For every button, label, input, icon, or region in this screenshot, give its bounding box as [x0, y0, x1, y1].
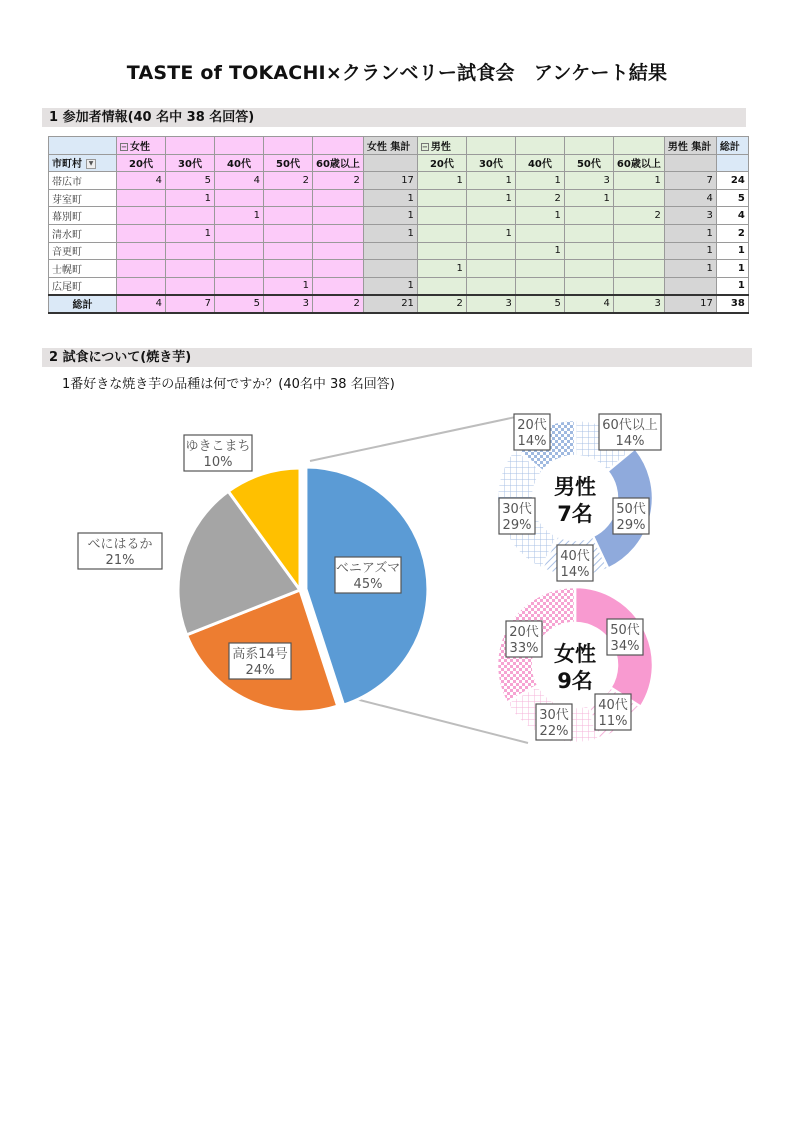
- female-total-cell: 1: [363, 189, 417, 207]
- donut-label: [557, 545, 593, 581]
- male-total-cell: 1: [664, 242, 716, 260]
- female-total-cell: 17: [363, 172, 417, 190]
- data-label: 高系14号: [232, 647, 288, 662]
- male-count-cell: [564, 207, 613, 225]
- female-count-cell: [117, 277, 166, 295]
- grand-total-cell: 5: [716, 189, 748, 207]
- male-count-cell: [417, 277, 466, 295]
- male-total-cell: [664, 277, 716, 295]
- donut-label: [613, 498, 649, 534]
- data-label: 45%: [353, 577, 383, 592]
- male-count-cell: [613, 189, 664, 207]
- female-total-cell: 1: [363, 277, 417, 295]
- table-row: [49, 189, 749, 207]
- female-count-cell: [117, 207, 166, 225]
- male-count-cell: [613, 277, 664, 295]
- filter-dropdown-icon[interactable]: ▼: [86, 159, 96, 169]
- female-count-cell: 1: [215, 207, 264, 225]
- female-count-cell: [313, 277, 364, 295]
- donut-label: [514, 414, 550, 450]
- collapse-icon[interactable]: −: [121, 142, 127, 151]
- female-count-cell: [166, 207, 215, 225]
- female-count-cell: [117, 242, 166, 260]
- grand-total-cell: 2: [716, 224, 748, 242]
- data-label: 14%: [560, 565, 590, 580]
- data-label: 24%: [245, 663, 275, 678]
- table-row: [49, 277, 749, 295]
- data-label: べにはるか: [87, 537, 153, 552]
- female-count-cell: [215, 260, 264, 278]
- female-count-cell: [166, 277, 215, 295]
- table-row: [49, 242, 749, 260]
- female-count-cell: [215, 224, 264, 242]
- donut-label: [536, 704, 572, 740]
- data-label: 21%: [105, 553, 135, 568]
- pie-label: [229, 643, 291, 679]
- connector-line-top: [310, 415, 525, 461]
- female-count-cell: [215, 277, 264, 295]
- male-count-cell: 1: [466, 189, 515, 207]
- table-row: [49, 260, 749, 278]
- male-count-cell: [466, 242, 515, 260]
- data-label: 40代: [598, 698, 628, 713]
- town-name: 幕別町: [49, 207, 117, 225]
- grand-total-cell: 24: [716, 172, 748, 190]
- female-total-cell: [363, 260, 417, 278]
- donut-center-label: 男性: [554, 475, 596, 499]
- male-count-cell: [613, 224, 664, 242]
- male-total-cell: 4: [664, 189, 716, 207]
- female-count-cell: [264, 189, 313, 207]
- female-count-cell: 3: [264, 295, 313, 313]
- data-label: 10%: [203, 455, 233, 470]
- data-label: 50代: [616, 502, 646, 517]
- male-count-cell: [564, 277, 613, 295]
- data-label: 30代: [539, 708, 569, 723]
- female-total-cell: 1: [363, 224, 417, 242]
- female-count-cell: [166, 260, 215, 278]
- male-group-header[interactable]: − 男性: [417, 137, 466, 155]
- male-count-cell: [417, 224, 466, 242]
- male-count-cell: 1: [417, 260, 466, 278]
- data-label: 60代以上: [602, 418, 658, 433]
- male-count-cell: 5: [515, 295, 564, 313]
- female-age-header: 20代: [117, 154, 166, 172]
- connector-line-bottom: [340, 695, 528, 743]
- male-age-header: 30代: [466, 154, 515, 172]
- donut-label: [499, 498, 535, 534]
- female-total-header: 女性 集計: [363, 137, 417, 155]
- male-age-header: 40代: [515, 154, 564, 172]
- sweet-potato-preference-charts: [0, 395, 794, 765]
- male-count-cell: [515, 224, 564, 242]
- female-count-cell: 2: [264, 172, 313, 190]
- data-label: 30代: [502, 502, 532, 517]
- female-age-header: 30代: [166, 154, 215, 172]
- female-count-cell: 1: [264, 277, 313, 295]
- female-count-cell: [264, 207, 313, 225]
- pie-label: [184, 435, 252, 471]
- male-total-cell: 1: [664, 260, 716, 278]
- male-count-cell: [564, 260, 613, 278]
- female-count-cell: [264, 242, 313, 260]
- male-age-header: 20代: [417, 154, 466, 172]
- data-label: 14%: [615, 434, 645, 449]
- survey-question: 1番好きな焼き芋の品種は何ですか？(40名中 38 名回答): [62, 377, 395, 392]
- table-total-row: [49, 295, 749, 313]
- male-count-cell: [564, 242, 613, 260]
- male-count-cell: 3: [613, 295, 664, 313]
- data-label: 50代: [610, 623, 640, 638]
- female-count-cell: 2: [313, 172, 364, 190]
- male-count-cell: 1: [466, 224, 515, 242]
- female-count-cell: [313, 224, 364, 242]
- female-total-cell: [363, 242, 417, 260]
- male-count-cell: 1: [466, 172, 515, 190]
- male-count-cell: [466, 207, 515, 225]
- female-count-cell: 2: [313, 295, 364, 313]
- table-row: [49, 224, 749, 242]
- male-count-cell: [417, 189, 466, 207]
- male-count-cell: [564, 224, 613, 242]
- female-count-cell: [313, 189, 364, 207]
- data-label: 29%: [502, 518, 532, 533]
- female-count-cell: 4: [117, 295, 166, 313]
- male-count-cell: 1: [515, 172, 564, 190]
- female-count-cell: [313, 242, 364, 260]
- male-count-cell: [466, 277, 515, 295]
- town-name: 音更町: [49, 242, 117, 260]
- pie-label: [78, 533, 162, 569]
- grand-total-cell: 4: [716, 207, 748, 225]
- donut-label: [506, 621, 542, 657]
- table-row: [49, 207, 749, 225]
- collapse-icon[interactable]: −: [421, 142, 428, 151]
- female-count-cell: 1: [166, 189, 215, 207]
- male-count-cell: 1: [613, 172, 664, 190]
- data-label: 22%: [539, 724, 569, 739]
- male-count-cell: 1: [564, 189, 613, 207]
- male-count-cell: [417, 242, 466, 260]
- female-total-cell: 1: [363, 207, 417, 225]
- donut-label: [595, 694, 631, 730]
- female-count-cell: [117, 260, 166, 278]
- male-total-cell: 3: [664, 207, 716, 225]
- male-count-cell: [613, 260, 664, 278]
- female-count-cell: 4: [215, 172, 264, 190]
- grand-total-cell: 1: [716, 242, 748, 260]
- female-age-header: 60歳以上: [313, 154, 364, 172]
- female-count-cell: [313, 260, 364, 278]
- data-label: 40代: [560, 549, 590, 564]
- female-count-cell: [117, 189, 166, 207]
- male-count-cell: 3: [564, 172, 613, 190]
- male-count-cell: 2: [515, 189, 564, 207]
- section-1-heading: 1 参加者情報(40 名中 38 名回答): [42, 108, 746, 127]
- document-title: TASTE of TOKACHI×クランベリー試食会 アンケート結果: [126, 62, 668, 84]
- pie-label: [335, 557, 401, 593]
- data-label: 34%: [610, 639, 640, 654]
- data-label: ベニアズマ: [335, 561, 401, 576]
- town-name: 芽室町: [49, 189, 117, 207]
- total-row-label: 総計: [49, 295, 117, 313]
- grand-total-header: 総計: [716, 137, 748, 155]
- female-total-cell: 21: [363, 295, 417, 313]
- male-count-cell: 3: [466, 295, 515, 313]
- female-count-cell: [264, 224, 313, 242]
- female-count-cell: 1: [166, 224, 215, 242]
- male-count-cell: 2: [613, 207, 664, 225]
- female-count-cell: 4: [117, 172, 166, 190]
- female-count-cell: 5: [166, 172, 215, 190]
- female-count-cell: 7: [166, 295, 215, 313]
- donut-center-label: 9名: [557, 669, 593, 693]
- female-group-header[interactable]: − 女性: [117, 137, 166, 155]
- female-count-cell: [264, 260, 313, 278]
- male-age-header: 50代: [564, 154, 613, 172]
- male-total-cell: 1: [664, 224, 716, 242]
- female-count-cell: [215, 189, 264, 207]
- female-count-cell: [215, 242, 264, 260]
- section-2-heading: 2 試食について(焼き芋): [42, 348, 752, 367]
- data-label: 33%: [509, 641, 539, 656]
- data-label: 11%: [598, 714, 628, 729]
- male-count-cell: 4: [564, 295, 613, 313]
- town-name: 広尾町: [49, 277, 117, 295]
- data-label: 14%: [517, 434, 547, 449]
- male-count-cell: [417, 207, 466, 225]
- female-count-cell: [166, 242, 215, 260]
- data-label: 20代: [517, 418, 547, 433]
- male-total-header: 男性 集計: [664, 137, 716, 155]
- male-total-cell: 7: [664, 172, 716, 190]
- male-count-cell: 2: [417, 295, 466, 313]
- female-count-cell: 5: [215, 295, 264, 313]
- female-count-cell: [313, 207, 364, 225]
- town-column-header[interactable]: 市町村 ▼: [49, 154, 117, 172]
- donut-label: [599, 414, 661, 450]
- data-label: 29%: [616, 518, 646, 533]
- male-count-cell: 1: [515, 242, 564, 260]
- male-count-cell: [515, 260, 564, 278]
- table-age-header-row: [49, 154, 749, 172]
- female-count-cell: [117, 224, 166, 242]
- participant-pivot-table: [48, 136, 749, 314]
- female-age-header: 40代: [215, 154, 264, 172]
- donut-center-label: 女性: [554, 642, 596, 666]
- town-name: 清水町: [49, 224, 117, 242]
- male-count-cell: 1: [515, 207, 564, 225]
- male-count-cell: [466, 260, 515, 278]
- male-count-cell: [613, 242, 664, 260]
- data-label: ゆきこまち: [185, 439, 251, 454]
- table-corner-cell: [49, 137, 117, 155]
- town-name: 士幌町: [49, 260, 117, 278]
- grand-total-cell: 1: [716, 260, 748, 278]
- town-name: 帯広市: [49, 172, 117, 190]
- male-count-cell: 1: [417, 172, 466, 190]
- table-group-header-row: [49, 137, 749, 155]
- donut-label: [607, 619, 643, 655]
- male-count-cell: [515, 277, 564, 295]
- female-age-header: 50代: [264, 154, 313, 172]
- data-label: 20代: [509, 625, 539, 640]
- male-age-header: 60歳以上: [613, 154, 664, 172]
- table-row: [49, 172, 749, 190]
- grand-total-cell: 1: [716, 277, 748, 295]
- donut-center-label: 7名: [557, 502, 593, 526]
- male-total-cell: 17: [664, 295, 716, 313]
- grand-total-cell: 38: [716, 295, 748, 313]
